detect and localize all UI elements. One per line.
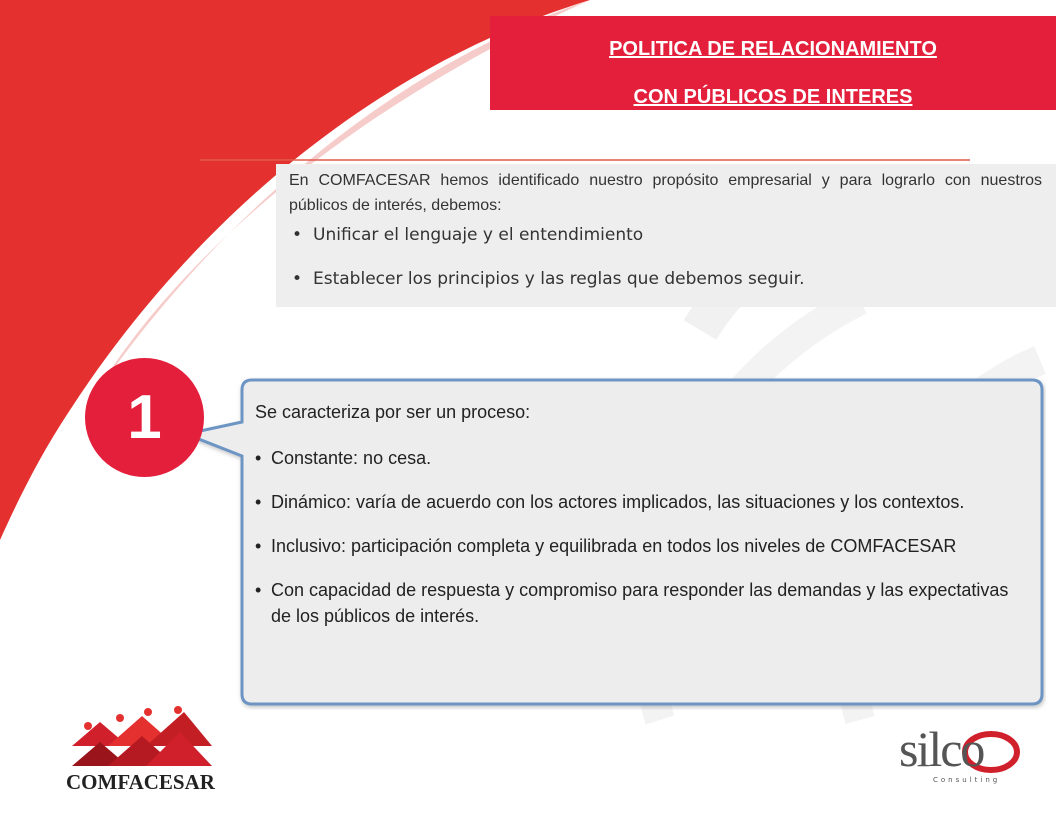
intro-bullet: • Unificar el lenguaje y el entendimiento [289, 224, 1042, 246]
comfacesar-logo [60, 706, 220, 798]
comfacesar-logo-mark [60, 706, 220, 770]
callout-bullet-list [255, 445, 1015, 629]
silco-logo-text: silco [899, 721, 984, 777]
intro-bullet: • Establecer los principios y las reglas que debemos seguir. [289, 268, 1042, 290]
intro-bullet-list [289, 224, 1042, 290]
intro-paragraph: En COMFACESAR hemos identificado nuestro propósito empresarial y para lograrlo con nuestros públicos de interés, debemos: [289, 172, 1042, 214]
callout-bullet: • Constante: no cesa. [255, 445, 1015, 471]
silco-logo-subtext: Consulting [933, 776, 1001, 784]
step-number-badge: 1 [85, 358, 204, 477]
callout-content [255, 400, 1015, 647]
silco-logo [893, 716, 1023, 798]
callout-bullet: • Dinámico: varía de acuerdo con los actores implicados, las situaciones y los contextos. [255, 489, 1015, 515]
callout-bullet: • Con capacidad de respuesta y compromiso para responder las demandas y las expectativas de los públicos de interés. [255, 577, 1015, 629]
intro-panel [276, 164, 1056, 307]
callout-lead: Se caracteriza por ser un proceso: [255, 402, 531, 422]
slide-title-box [490, 16, 1056, 110]
comfacesar-logo-text: COMFACESAR [66, 770, 215, 794]
callout-bullet: • Inclusivo: participación completa y equilibrada en todos los niveles de COMFACESAR [255, 533, 1015, 559]
slide-title-line2: CON PÚBLICOS DE INTERES [633, 86, 913, 108]
slide-title-line1: POLITICA DE RELACIONAMIENTO [609, 38, 937, 60]
